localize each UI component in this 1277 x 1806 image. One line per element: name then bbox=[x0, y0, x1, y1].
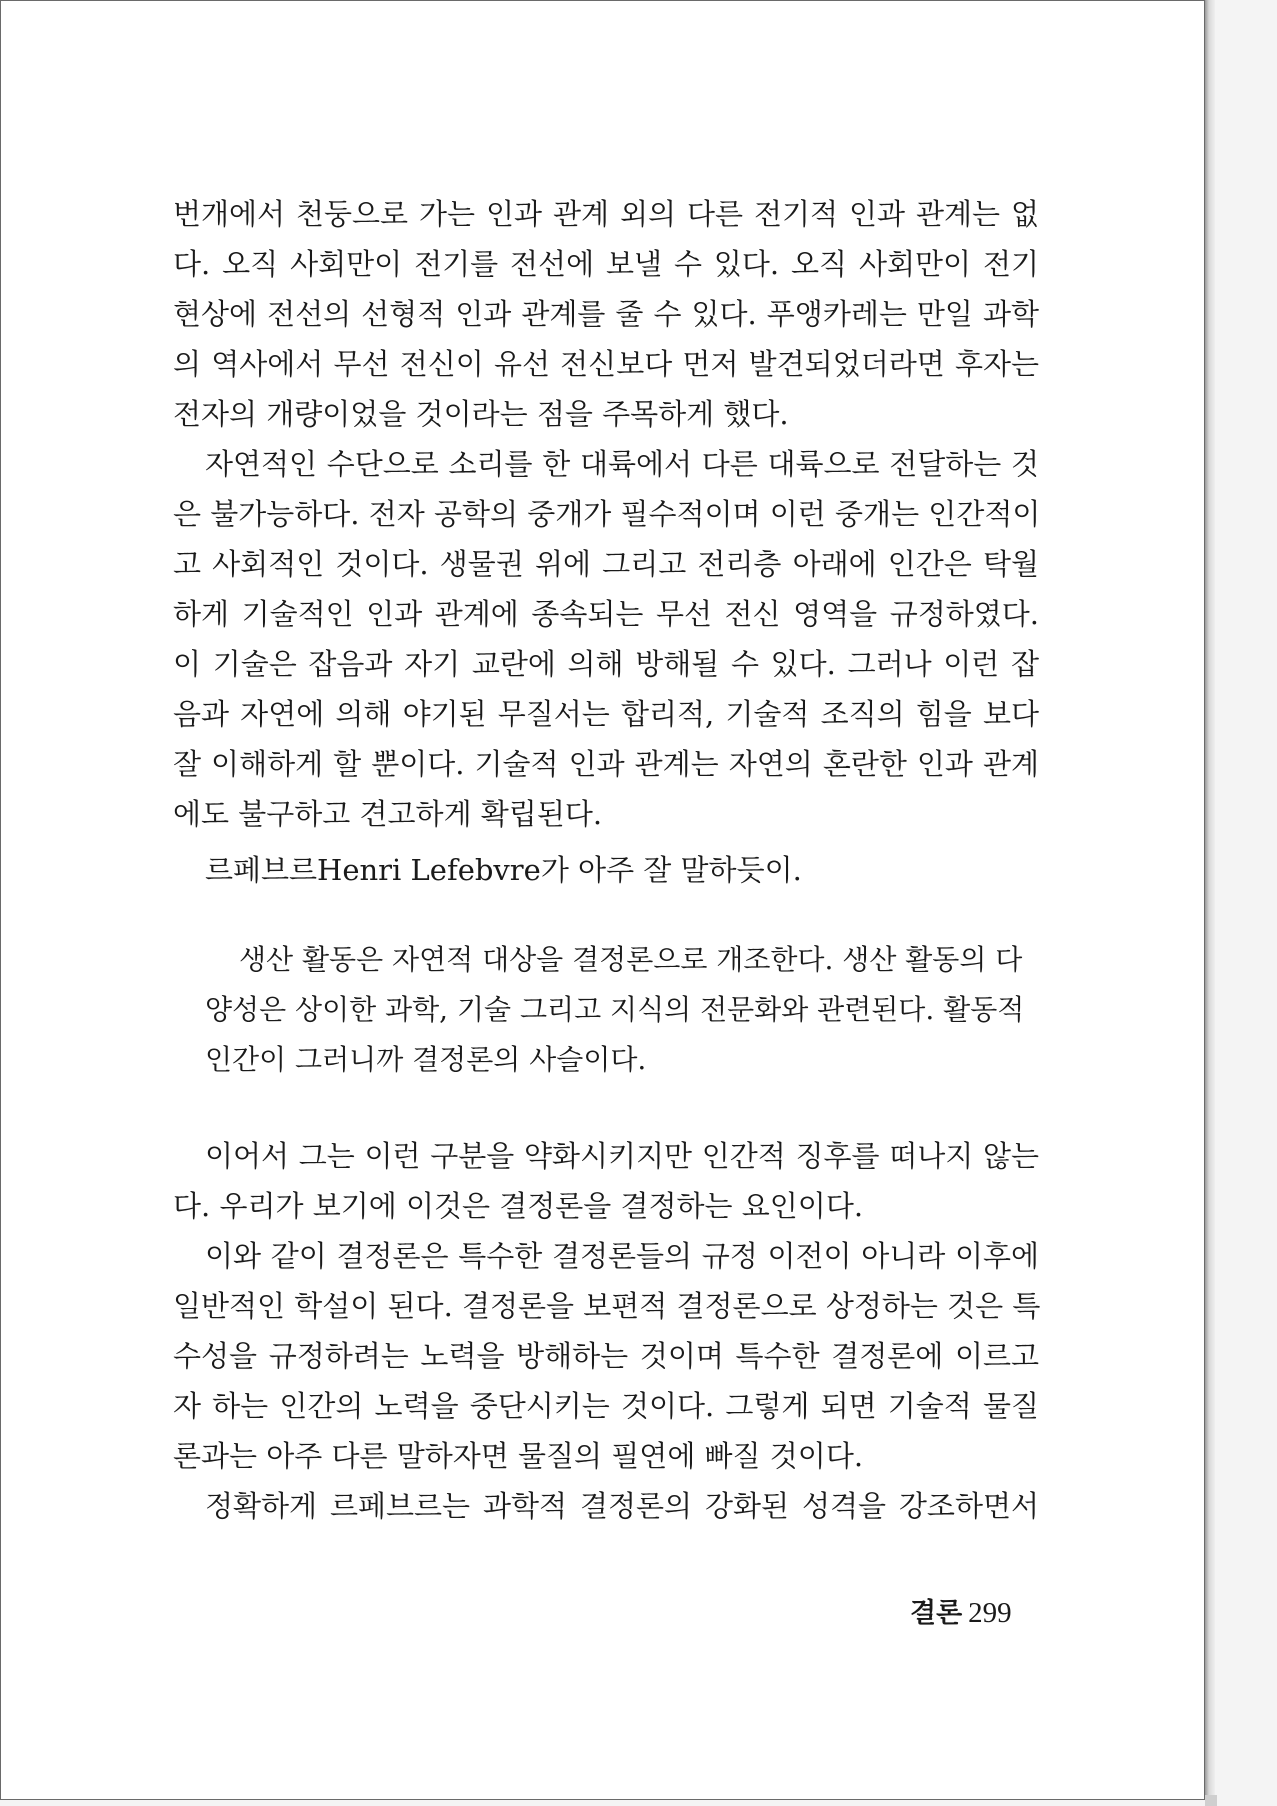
page-footer bbox=[910, 1591, 1012, 1630]
block-quote bbox=[205, 935, 1025, 1085]
text-line: 전자의 개량이었을 것이라는 점을 주목하게 했다. bbox=[173, 397, 789, 431]
text-line: 다. 우리가 보기에 이것은 결정론을 결정하는 요인이다. bbox=[173, 1189, 864, 1223]
text-line: 에도 불구하고 견고하게 확립된다. bbox=[173, 797, 603, 831]
running-footer-section: 결론 bbox=[910, 1598, 963, 1629]
spacer bbox=[173, 1085, 1039, 1131]
text-line: 자연적인 수단으로 소리를 한 대륙에서 다른 대륙으로 전달하는 것 bbox=[205, 447, 1039, 481]
text-line: 이와 같이 결정론은 특수한 결정론들의 규정 이전이 아니라 이후에 bbox=[205, 1239, 1039, 1273]
paragraph-3 bbox=[173, 845, 1039, 895]
page-number: 299 bbox=[968, 1597, 1012, 1629]
text-line: 음과 자연에 의해 야기된 무질서는 합리적, 기술적 조직의 힘을 보다 bbox=[173, 697, 1039, 731]
text-line: 론과는 아주 다른 말하자면 물질의 필연에 빠질 것이다. bbox=[173, 1439, 864, 1473]
text-line: 하게 기술적인 인과 관계에 종속되는 무선 전신 영역을 규정하였다. bbox=[173, 597, 1039, 631]
page-edge bbox=[1205, 0, 1215, 1806]
text-line: 은 불가능하다. 전자 공학의 중개가 필수적이며 이런 중개는 인간적이 bbox=[173, 497, 1041, 531]
quote-line: 생산 활동은 자연적 대상을 결정론으로 개조한다. 생산 활동의 다 bbox=[239, 943, 1023, 976]
text-line: 이 기술은 잡음과 자기 교란에 의해 방해될 수 있다. 그러나 이런 잡 bbox=[173, 647, 1039, 681]
text-line: 잘 이해하게 할 뿐이다. 기술적 인과 관계는 자연의 혼란한 인과 관계 bbox=[173, 747, 1039, 781]
text-line: 정확하게 르페브르는 과학적 결정론의 강화된 성격을 강조하면서 bbox=[205, 1489, 1039, 1523]
text-line: 다. 오직 사회만이 전기를 전선에 보낼 수 있다. 오직 사회만이 전기 bbox=[173, 247, 1039, 281]
paragraph-2 bbox=[173, 439, 1039, 839]
paragraph-1 bbox=[173, 189, 1039, 439]
page-edge-shadow bbox=[1205, 1795, 1217, 1806]
text-line: 현상에 전선의 선형적 인과 관계를 줄 수 있다. 푸앵카레는 만일 과학 bbox=[173, 297, 1039, 331]
text-line: 일반적인 학설이 된다. 결정론을 보편적 결정론으로 상정하는 것은 특 bbox=[173, 1289, 1041, 1323]
text-line: 수성을 규정하려는 노력을 방해하는 것이며 특수한 결정론에 이르고 bbox=[173, 1339, 1039, 1373]
text-line: 번개에서 천둥으로 가는 인과 관계 외의 다른 전기적 인과 관계는 없 bbox=[173, 197, 1039, 231]
text-line: 자 하는 인간의 노력을 중단시키는 것이다. 그렇게 되면 기술적 물질 bbox=[173, 1389, 1039, 1423]
paragraph-5 bbox=[173, 1231, 1039, 1481]
body-text bbox=[173, 189, 1039, 1531]
paragraph-4 bbox=[173, 1131, 1039, 1231]
text-line: 이어서 그는 이런 구분을 약화시키지만 인간적 징후를 떠나지 않는 bbox=[205, 1139, 1039, 1173]
text-line: 의 역사에서 무선 전신이 유선 전신보다 먼저 발견되었더라면 후자는 bbox=[173, 347, 1039, 381]
spacer bbox=[173, 895, 1039, 935]
paragraph-6 bbox=[173, 1481, 1039, 1531]
text-line: 고 사회적인 것이다. 생물권 위에 그리고 전리층 아래에 인간은 탁월 bbox=[173, 547, 1039, 581]
quote-line: 인간이 그러니까 결정론의 사슬이다. bbox=[205, 1043, 647, 1076]
quote-line: 양성은 상이한 과학, 기술 그리고 지식의 전문화와 관련된다. 활동적 bbox=[205, 993, 1025, 1026]
text-line: 르페브르Henri Lefebvre가 아주 잘 말하듯이. bbox=[205, 853, 802, 887]
